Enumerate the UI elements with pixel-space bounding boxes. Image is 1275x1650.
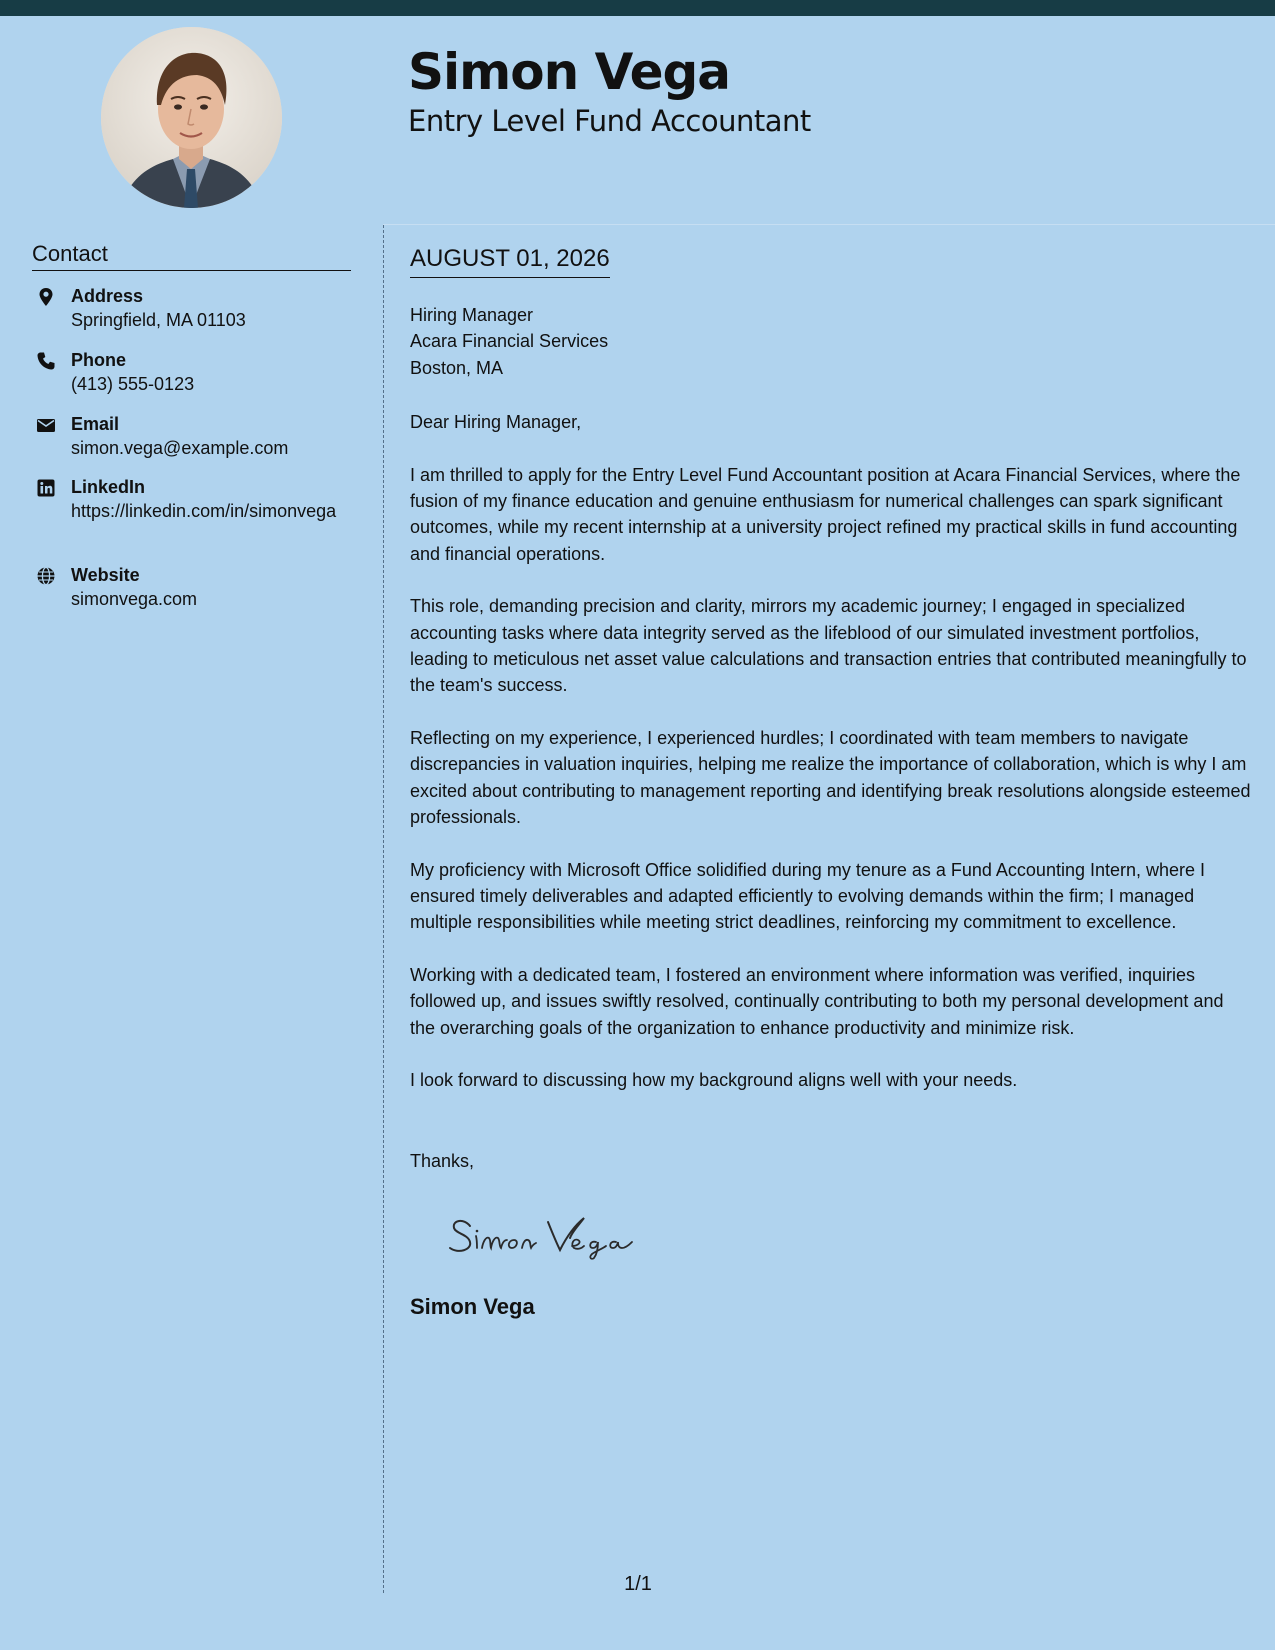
top-accent-bar <box>0 0 1275 16</box>
letter-paragraph: Reflecting on my experience, I experienced hurdles; I coordinated with team members to navigate discrepancies in valuation inquiries, helping me realize the importance of collaboration, which is why I am excited about contributing to management reporting and identifying break resolutions alongside esteemed professionals. <box>410 727 1251 828</box>
column-divider <box>383 225 384 1593</box>
linkedin-icon <box>36 478 56 498</box>
handwritten-signature <box>446 1202 646 1262</box>
letter-body <box>410 302 1252 1093</box>
phone-icon <box>36 351 56 371</box>
email-link[interactable]: simon.vega@example.com <box>71 438 289 458</box>
signed-name: Simon Vega <box>410 1294 535 1319</box>
header-divider <box>383 224 1275 225</box>
letter-date: AUGUST 01, 2026 <box>410 242 610 278</box>
job-title: Entry Level Fund Accountant <box>408 104 811 138</box>
contact-label: LinkedIn <box>71 477 146 497</box>
letter-paragraph: I am thrilled to apply for the Entry Level Fund Accountant position at Acara Financial Services, where the fusion of my finance education and genuine enthusiasm for numerical challenges can spark significant outcomes, while my recent internship at a university project refined my practical skills in fund accounting and financial operations. <box>410 464 1241 564</box>
salutation: Dear Hiring Manager, <box>410 412 582 433</box>
globe-icon <box>36 566 56 586</box>
contact-label: Phone <box>71 350 127 370</box>
letter-paragraph: Working with a dedicated team, I fostered an environment where information was verified, inquiries followed up, and issues swiftly resolved, continually contributing to both my personal development and the overarching goals of the organization to enhance productivity and minimize risk. <box>410 964 1224 1038</box>
contact-value: (413) 555-0123 <box>71 374 195 394</box>
letter-paragraph: This role, demanding precision and clarity, mirrors my academic journey; I engaged in specialized accounting tasks where data integrity served as the lifeblood of our simulated investment portfolios, leading to meticulous net asset value calculations and transaction entries that contributed meaningfully to the team's success. <box>410 596 1247 696</box>
recipient-block <box>410 302 1252 381</box>
contact-heading: Contact <box>32 240 351 271</box>
profile-photo <box>101 27 282 208</box>
closing: Thanks, <box>410 1151 475 1171</box>
contact-label: Website <box>71 565 140 585</box>
recipient-line: Acara Financial Services <box>410 331 609 352</box>
recipient-line: Boston, MA <box>410 357 504 378</box>
page-number: 1/1 <box>624 1573 652 1595</box>
contact-value: Springfield, MA 01103 <box>71 310 246 330</box>
linkedin-link[interactable]: https://linkedin.com/in/simonvega <box>71 501 337 521</box>
letter-paragraph: I look forward to discussing how my background aligns well with your needs. <box>410 1069 1018 1090</box>
recipient-line: Hiring Manager <box>410 305 534 325</box>
contact-label: Email <box>71 414 120 434</box>
map-pin-icon <box>36 287 56 307</box>
envelope-icon <box>36 415 56 435</box>
contact-label: Address <box>71 286 144 306</box>
website-link[interactable]: simonvega.com <box>71 589 198 609</box>
letter-paragraph: My proficiency with Microsoft Office solidified during my tenure as a Fund Accounting Intern, where I ensured timely deliverables and adapted efficiently to evolving demands within the firm; I managed multiple responsibilities while meeting strict deadlines, reinforcing my commitment to excellence. <box>410 859 1206 933</box>
applicant-name: Simon Vega <box>408 43 731 101</box>
